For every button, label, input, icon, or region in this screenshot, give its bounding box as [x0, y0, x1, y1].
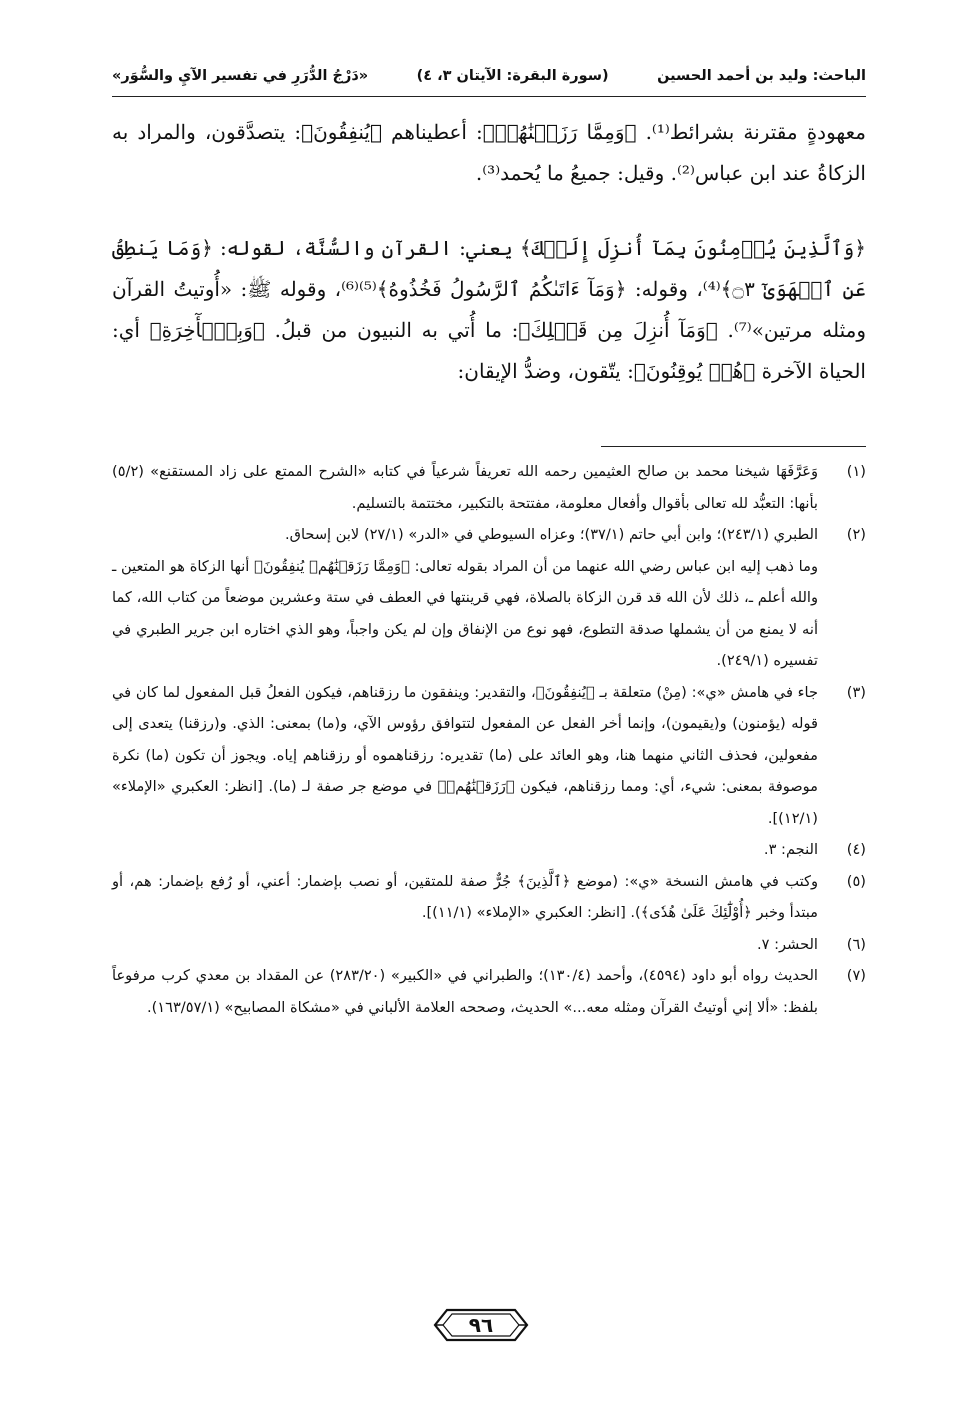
footnote-divider	[601, 446, 866, 447]
footnote-2	[112, 519, 866, 551]
header-surah: (سورة البقرة: الآيتان ٣، ٤)	[416, 68, 609, 84]
header-divider	[112, 96, 866, 97]
footnote-1	[112, 456, 866, 519]
footnote-text: الحشر: ٧.	[756, 935, 818, 953]
footnote-text: جاء في هامش «ي»: (مِنْ) متعلقة بـ ﴿يُنفِقُونَ﴾، والتقدير: وينفقون ما رزقناهم، فيكون الفعلُ قبل المفعول لما كان في قوله (يؤمنون) و(يقيمون)، وإنما أخر الفعل عن المفعول لتتوافق رؤوس الآي، و(ما) بمعنى: الذي. و(رزقنا) يتعدى إلى مفعولين، فحذف الثاني منهما هنا، وهو العائد على (ما) تقديره: رزقناهموه أو رزقناهم إياه. ويجوز أن تكون (ما) نكرة موصوفة بمعنى: شيء، أي: ومما رزقناهم، فيكون ﴿رَزَقۡنَٰهُمۡ﴾ في موضع جر صفة لـ (ما). [انظر: العكبري «الإملاء» (١٢/١)].	[112, 683, 818, 827]
footnote-number: (١)	[846, 463, 866, 480]
footnote-4	[112, 834, 866, 866]
footnote-text: الطبري (٢٤٣/١)؛ وابن أبي حاتم (٣٧/١)؛ وعزاه السيوطي في «الدر» (٢٧/١) لابن إسحاق.	[285, 526, 818, 543]
footnote-number: (٧)	[846, 967, 866, 984]
footnote-number: (٥)	[846, 872, 866, 890]
page-number-ornament	[433, 1306, 529, 1344]
footnote-5	[112, 866, 866, 929]
footnote-text: وَعَرَّفَهَا شيخنا محمد بن صالح العثيمين رحمه الله تعريفاً شرعياً في كتابه «الشرح الممتع على زاد المستقنع» (٥/٢) بأنها: التعبُّد لله تعالى بأقوال وأفعال معلومة، مفتتحة بالتكبير، مختتمة بالتسليم.	[112, 463, 818, 512]
footnote-number: (٤)	[846, 841, 866, 858]
main-paragraph-2: ﴿وَٱلَّذِينَ يُؤۡمِنُونَ بِمَآ أُنزِلَ إِلَيۡكَ﴾ يعني: القرآن والسُّنَّة، لقوله: ﴿وَمَا يَنطِقُ عَنِ ٱلۡهَوَىٰٓ ۝٣﴾⁽⁴⁾، وقوله: ﴿وَمَآ ءَاتَىٰكُمُ ٱلرَّسُولُ فَخُذُوهُ﴾⁽⁵⁾⁽⁶⁾، وقوله ﷺ: «أُوتيتُ القرآن ومثله مرتين»⁽⁷⁾. ﴿وَمَآ أُنزِلَ مِن قَبۡلِكَ﴾: ما أُتي به النبيون من قبلُ. ﴿وَبِٱلۡأٓخِرَةِ﴾ أي: الحياة الآخرة ﴿هُمۡ يُوقِنُونَ﴾: يتّقون، وضدُّ الإيقان:	[112, 236, 866, 383]
footnote-text: الحديث رواه أبو داود (٤٥٩٤)، وأحمد (١٣٠/٤)؛ والطبراني في «الكبير» (٢٨٣/٢٠) عن المقداد بن معدي كرب مرفوعاً بلفظ: «ألا إني أوتيتُ القرآن ومثله معه...» الحديث، وصححه العلامة الألباني في «مشكاة المصابيح» (١٦٣/٥٧/١).	[112, 967, 818, 1016]
main-paragraph-1: معهودةٍ مقترنة بشرائط⁽¹⁾. ﴿وَمِمَّا رَزَقۡنَٰهُمۡ﴾: أعطيناهم ﴿يُنفِقُونَ﴾: يتصدَّقون، والمراد به الزكاةُ عند ابن عباس⁽²⁾. وقيل: جميعُ ما يُحمد⁽³⁾.	[112, 120, 866, 185]
main-text	[112, 112, 866, 392]
footnote-text: وكتب في هامش النسخة «ي»: (موضع ﴿ٱلَّذِينَ﴾ جُرٌّ صفة للمتقين، أو نصب بإضمار: أعني، أو رُفع بإضمار: هم، أو مبتدأ وخبر ﴿أُوْلَٰٓئِكَ عَلَىٰ هُدٗى﴾). [انظر: العكبري «الإملاء» (١١/١)].	[112, 872, 818, 921]
footnote-7	[112, 960, 866, 1023]
footnotes	[112, 456, 866, 1023]
footnote-number: (٦)	[846, 935, 866, 953]
footnote-3	[112, 677, 866, 835]
page-number: ٩٦	[468, 1313, 494, 1337]
footnote-number: (٢)	[846, 526, 866, 543]
footnote-6	[112, 929, 866, 961]
footnote-text: النجم: ٣.	[763, 841, 818, 858]
header-book-title: «دَرْجُ الدُّرَرِ في تفسير الآيِ والسُّوَر»	[112, 68, 369, 84]
footnote-number: (٣)	[846, 683, 866, 701]
header-author: الباحث: وليد بن أحمد الحسين	[657, 68, 866, 84]
footnote-2-continuation: وما ذهب إليه ابن عباس رضي الله عنهما من أن المراد بقوله تعالى: ﴿وَمِمَّا رَزَقۡنَٰهُمۡ يُنفِقُونَ﴾ أنها الزكاة هو المتعين ـ والله أعلم ـ، ذلك لأن الله قد قرن الزكاة بالصلاة، فهي قرينتها في العطف في ستة وعشرين موضعاً من كتاب الله، كما أنه لا يمنع من أن يشملها صدقة التطوع، فهو نوع من الإنفاق وإن لم يكن واجباً، وهو الذي اختاره ابن جرير الطبري في تفسيره (٢٤٩/١).	[112, 557, 818, 669]
running-header	[112, 58, 866, 94]
